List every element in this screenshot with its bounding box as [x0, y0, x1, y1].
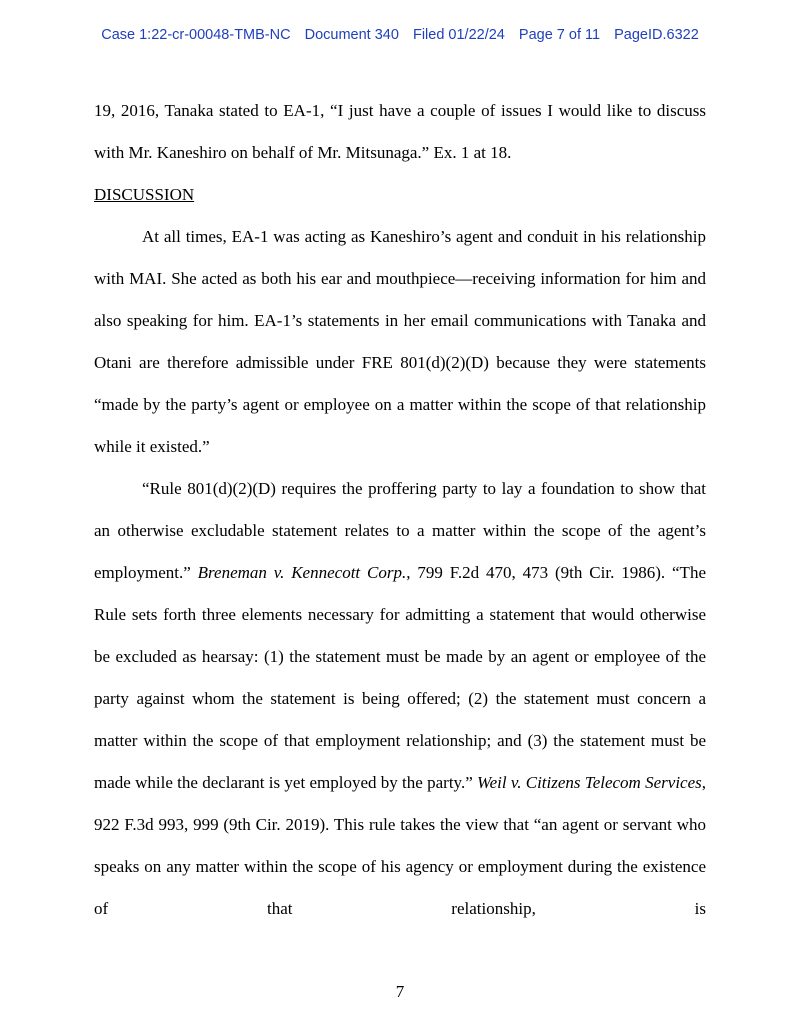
paragraph-continued: 19, 2016, Tanaka stated to EA-1, “I just have a couple of issues I would like to discuss with Mr. Kaneshiro on behalf of Mr. Mitsunaga.” Ex. 1 at 18.: [94, 101, 706, 162]
section-heading: DISCUSSION: [94, 185, 195, 204]
page-id: PageID.6322: [614, 27, 699, 43]
paragraph-continues: [94, 468, 706, 930]
paragraph-text: “Rule 801(d)(2)(D) requires the proffering party to lay a foundation to show that an otherwise excludable statement relates to a matter within the scope of the agent’s employment.”: [94, 479, 706, 582]
paragraph-text: , 799 F.2d 470, 473 (9th Cir. 1986). “The Rule sets forth three elements necessary for admitting a statement that would otherwise be excluded as hearsay: (1) the statement must be made by an agent or employee of the party against whom the statement is being offered; (2) the statement must concern a matter within the scope of that employment relationship; and (3) the statement must be made while the declarant is yet employed by the party.”: [94, 563, 706, 792]
case-citation: Breneman v. Kennecott Corp.: [197, 563, 407, 582]
document-number: Document 340: [304, 27, 399, 43]
paragraph-text: , 922 F.3d 993, 999 (9th Cir. 2019). This rule takes the view that “an agent or servant who speaks on any matter within the scope of his agency or employment during the existence of that relationship, is: [94, 773, 706, 918]
paragraph: At all times, EA-1 was acting as Kaneshiro’s agent and conduit in his relationship with MAI. She acted as both his ear and mouthpiece—receiving information for him and also speaking for him. EA-1’s statements in her email communications with Tanaka and Otani are therefore admissible under FRE 801(d)(2)(D) because they were statements “made by the party’s agent or employee on a matter within the scope of that relationship while it existed.”: [94, 227, 706, 456]
page-of-total: Page 7 of 11: [518, 27, 601, 43]
case-citation: Weil v. Citizens Telecom Services: [477, 773, 702, 792]
case-header: [0, 27, 800, 43]
case-number: Case 1:22-cr-00048-TMB-NC: [101, 27, 291, 43]
page-number: 7: [395, 982, 405, 1001]
filed-date: Filed 01/22/24: [412, 27, 505, 43]
document-body: [94, 90, 706, 930]
